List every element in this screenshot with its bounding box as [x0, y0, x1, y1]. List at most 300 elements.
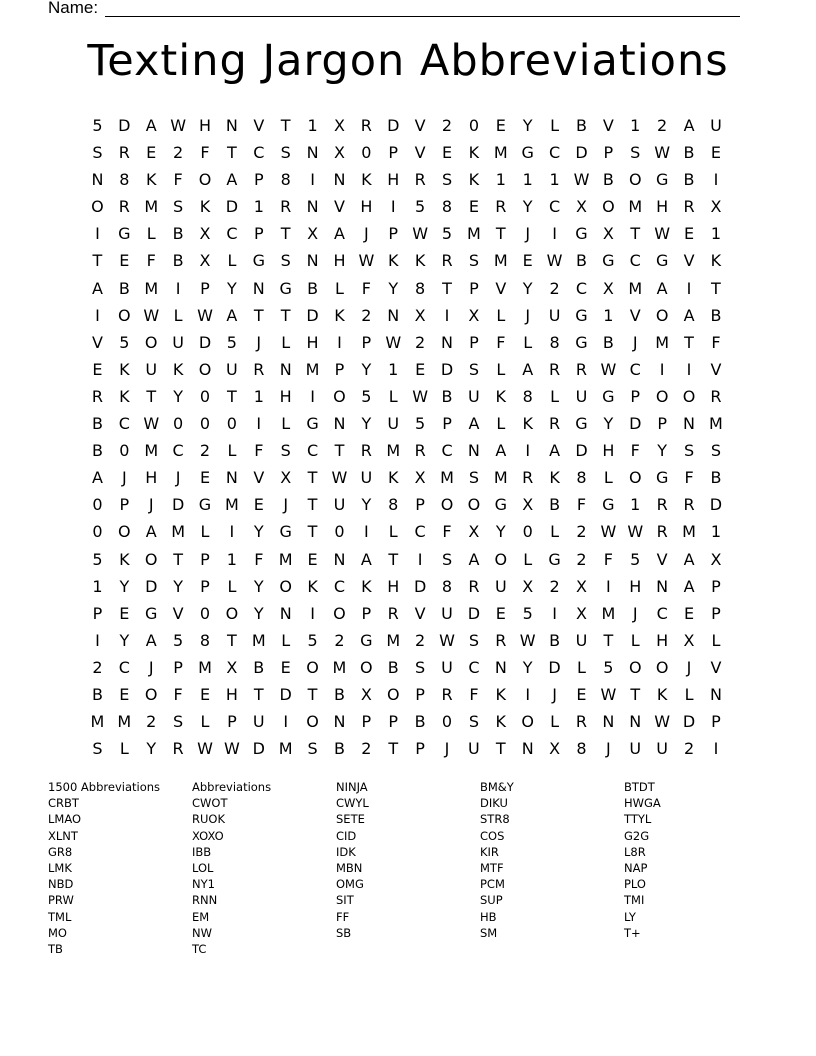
grid-letter: T: [307, 522, 318, 542]
grid-letter: R: [656, 495, 668, 515]
grid-row: [84, 546, 729, 573]
word-bank-item: NY1: [192, 877, 215, 892]
word-bank-item: NBD: [48, 877, 74, 892]
grid-letter: G: [198, 495, 212, 515]
grid-letter: A: [91, 468, 103, 488]
grid-letter: L: [227, 441, 237, 461]
grid-letter: E: [683, 224, 695, 244]
grid-letter: O: [279, 576, 292, 596]
grid-letter: E: [92, 359, 103, 379]
grid-letter: V: [495, 278, 507, 298]
grid-letter: D: [440, 359, 454, 379]
grid-letter: R: [710, 386, 722, 406]
grid-letter: B: [91, 414, 103, 434]
grid-letter: P: [711, 603, 721, 623]
grid-letter: F: [576, 495, 587, 515]
grid-letter: H: [306, 332, 319, 352]
grid-letter: T: [253, 305, 264, 325]
grid-letter: M: [90, 712, 105, 732]
word-bank-item: BTDT: [624, 780, 655, 794]
grid-letter: 5: [522, 603, 533, 623]
grid-letter: Y: [146, 739, 157, 759]
grid-letter: U: [548, 305, 561, 325]
grid-letter: B: [172, 251, 184, 271]
grid-letter: A: [145, 116, 157, 135]
grid-letter: N: [656, 576, 669, 596]
grid-row: [84, 518, 729, 545]
name-label: Name:: [48, 0, 99, 17]
grid-letter: 8: [576, 739, 587, 759]
word-bank-item: T+: [624, 925, 641, 940]
word-bank-item: PRW: [48, 893, 74, 908]
grid-letter: O: [144, 332, 158, 352]
grid-letter: O: [91, 197, 104, 217]
grid-letter: M: [278, 549, 293, 569]
grid-row: [84, 139, 729, 166]
grid-letter: 1: [522, 170, 533, 190]
grid-letter: 5: [173, 630, 184, 650]
grid-letter: K: [549, 468, 560, 488]
grid-letter: G: [602, 495, 615, 515]
word-bank-item: TB: [48, 942, 63, 957]
grid-letter: M: [628, 197, 643, 217]
grid-letter: R: [549, 414, 561, 434]
grid-letter: S: [441, 549, 453, 569]
grid-letter: M: [251, 630, 266, 650]
grid-letter: D: [387, 116, 400, 135]
grid-letter: T: [307, 495, 318, 515]
grid-letter: K: [387, 251, 399, 271]
grid-letter: L: [496, 414, 506, 434]
grid-letter: B: [441, 386, 453, 406]
grid-letter: U: [494, 576, 507, 596]
grid-letter: X: [575, 197, 587, 217]
grid-letter: B: [602, 332, 614, 352]
grid-letter: T: [684, 332, 694, 352]
grid-letter: P: [227, 712, 237, 732]
grid-letter: B: [575, 116, 587, 135]
grid-letter: O: [628, 468, 642, 488]
grid-letter: M: [682, 522, 696, 542]
grid-letter: X: [333, 143, 345, 163]
grid-letter: N: [629, 712, 642, 732]
grid-letter: W: [439, 630, 455, 650]
grid-letter: W: [412, 386, 429, 406]
grid-letter: 2: [576, 549, 587, 569]
grid-letter: D: [467, 603, 481, 623]
word-bank-item: PLO: [624, 877, 646, 892]
grid-row: [84, 193, 729, 220]
grid-letter: K: [119, 549, 130, 569]
grid-letter: G: [655, 170, 669, 190]
grid-letter: S: [307, 739, 318, 759]
word-bank-column: [192, 779, 336, 957]
grid-letter: T: [442, 278, 452, 298]
grid-letter: H: [656, 630, 669, 650]
grid-letter: I: [659, 359, 665, 379]
grid-letter: L: [200, 712, 210, 732]
grid-letter: D: [575, 143, 588, 163]
grid-letter: W: [358, 251, 375, 271]
grid-letter: U: [468, 739, 480, 759]
grid-letter: L: [281, 414, 291, 434]
grid-letter: G: [279, 278, 292, 298]
grid-letter: I: [686, 278, 692, 298]
grid-letter: N: [306, 197, 319, 217]
grid-letter: I: [390, 197, 396, 217]
grid-letter: A: [683, 116, 695, 135]
grid-letter: M: [709, 414, 723, 434]
grid-letter: 8: [522, 386, 533, 406]
grid-letter: F: [496, 332, 506, 352]
grid-letter: D: [306, 305, 319, 325]
grid-letter: N: [387, 305, 400, 325]
grid-letter: W: [197, 305, 213, 325]
grid-letter: B: [253, 657, 265, 677]
grid-letter: T: [388, 549, 399, 569]
word-bank-item: HWGA: [624, 796, 661, 811]
grid-letter: E: [495, 603, 506, 623]
grid-letter: I: [417, 549, 423, 569]
grid-letter: V: [333, 197, 345, 217]
grid-letter: S: [468, 630, 479, 650]
grid-letter: L: [173, 305, 183, 325]
grid-letter: I: [552, 603, 557, 623]
grid-letter: G: [575, 224, 588, 244]
grid-letter: R: [387, 603, 399, 623]
grid-row: [84, 302, 729, 329]
grid-letter: G: [306, 414, 319, 434]
grid-letter: 8: [441, 576, 453, 596]
grid-letter: V: [414, 116, 426, 135]
grid-letter: U: [441, 603, 453, 623]
grid-letter: E: [710, 143, 721, 163]
grid-letter: T: [227, 630, 237, 650]
grid-letter: S: [415, 657, 426, 677]
grid-letter: S: [710, 441, 721, 461]
grid-letter: K: [710, 251, 722, 271]
grid-letter: A: [360, 549, 372, 569]
grid-letter: P: [415, 684, 425, 704]
grid-letter: O: [306, 657, 319, 677]
grid-letter: O: [602, 197, 615, 217]
grid-letter: R: [253, 359, 265, 379]
grid-letter: A: [333, 224, 345, 244]
grid-letter: R: [522, 468, 534, 488]
grid-letter: N: [602, 712, 615, 732]
grid-letter: N: [225, 468, 238, 488]
grid-letter: N: [279, 359, 292, 379]
grid-letter: M: [198, 657, 212, 677]
grid-letter: M: [305, 359, 320, 379]
grid-letter: O: [198, 359, 212, 379]
grid-letter: T: [630, 224, 641, 244]
grid-letter: T: [495, 224, 506, 244]
grid-letter: A: [91, 278, 103, 298]
grid-letter: W: [546, 251, 563, 271]
grid-letter: 0: [226, 414, 237, 434]
grid-letter: 5: [361, 386, 372, 406]
word-bank-item: NW: [192, 925, 212, 940]
grid-letter: D: [171, 495, 185, 515]
word-bank-column: [480, 779, 624, 957]
grid-row: [84, 410, 729, 437]
grid-letter: P: [334, 359, 345, 379]
grid-letter: 1: [253, 197, 264, 217]
word-bank-item: EM: [192, 909, 210, 924]
grid-letter: M: [467, 224, 481, 244]
grid-letter: E: [119, 603, 130, 623]
grid-letter: X: [549, 739, 561, 759]
grid-letter: X: [522, 495, 534, 515]
grid-letter: O: [144, 549, 158, 569]
grid-letter: B: [307, 278, 319, 298]
grid-letter: J: [632, 603, 638, 623]
grid-letter: 5: [441, 224, 453, 244]
grid-letter: 0: [119, 441, 130, 461]
word-bank-item: Abbreviations: [192, 780, 272, 794]
grid-letter: 5: [630, 549, 641, 569]
grid-letter: 5: [415, 414, 426, 434]
grid-letter: X: [199, 251, 211, 271]
grid-letter: C: [575, 278, 588, 298]
grid-letter: 1: [92, 576, 103, 596]
grid-letter: O: [440, 495, 454, 515]
grid-letter: R: [118, 197, 130, 217]
word-bank-item: CWOT: [192, 796, 228, 811]
grid-letter: P: [361, 332, 372, 352]
grid-letter: C: [414, 522, 426, 542]
grid-letter: J: [686, 657, 692, 677]
grid-letter: N: [333, 549, 346, 569]
grid-letter: Y: [603, 414, 614, 434]
grid-letter: 1: [253, 386, 264, 406]
grid-letter: P: [415, 495, 425, 515]
grid-letter: I: [310, 603, 315, 623]
grid-letter: N: [306, 251, 319, 271]
grid-letter: V: [414, 603, 426, 623]
grid-letter: X: [199, 224, 211, 244]
grid-letter: W: [412, 224, 429, 244]
grid-letter: B: [710, 468, 722, 488]
grid-letter: B: [683, 170, 695, 190]
grid-letter: 2: [361, 305, 372, 325]
grid-letter: S: [280, 441, 291, 461]
word-bank-item: GR8: [48, 844, 73, 859]
grid-letter: E: [522, 251, 533, 271]
grid-letter: 1: [710, 522, 722, 542]
grid-letter: B: [549, 495, 561, 515]
word-bank-item: MO: [48, 925, 67, 940]
grid-letter: O: [386, 684, 400, 704]
word-bank-item: KIR: [480, 844, 499, 859]
word-bank-item: SIT: [336, 893, 354, 908]
grid-letter: V: [414, 143, 426, 163]
grid-letter: A: [145, 630, 157, 650]
grid-letter: 2: [415, 332, 426, 352]
grid-letter: V: [710, 359, 722, 379]
grid-letter: D: [118, 116, 131, 135]
grid-row: [84, 437, 729, 464]
grid-letter: G: [494, 495, 507, 515]
grid-letter: N: [333, 712, 346, 732]
grid-letter: K: [495, 684, 507, 704]
word-bank-item: LY: [624, 909, 636, 924]
grid-letter: J: [283, 495, 289, 515]
grid-letter: H: [602, 441, 615, 461]
grid-letter: D: [198, 332, 212, 352]
grid-letter: L: [335, 278, 344, 298]
grid-letter: 5: [415, 197, 426, 217]
grid-letter: T: [227, 143, 237, 163]
grid-letter: W: [223, 739, 240, 759]
grid-letter: W: [573, 170, 590, 190]
grid-letter: R: [441, 251, 453, 271]
grid-letter: C: [306, 441, 319, 461]
grid-letter: N: [441, 332, 453, 352]
grid-letter: G: [602, 251, 615, 271]
grid-letter: D: [575, 441, 588, 461]
grid-letter: L: [684, 684, 694, 704]
word-bank-item: FF: [336, 909, 350, 924]
grid-letter: M: [601, 603, 616, 623]
grid-letter: 2: [146, 712, 157, 732]
grid-letter: J: [363, 224, 369, 244]
grid-letter: 0: [468, 116, 479, 135]
grid-letter: X: [307, 224, 319, 244]
grid-letter: M: [386, 441, 401, 461]
grid-letter: X: [360, 684, 372, 704]
grid-letter: O: [225, 603, 239, 623]
grid-row: [84, 464, 729, 491]
grid-letter: U: [441, 657, 453, 677]
grid-letter: L: [281, 630, 291, 650]
word-bank-item: CID: [336, 828, 357, 843]
grid-letter: L: [227, 576, 237, 596]
word-bank-item: SM: [480, 925, 498, 940]
grid-letter: 0: [199, 414, 211, 434]
grid-letter: R: [495, 630, 507, 650]
word-bank-column: [624, 779, 768, 957]
grid-letter: P: [603, 143, 614, 163]
letter-grid: [84, 112, 729, 762]
grid-letter: P: [200, 576, 210, 596]
grid-letter: U: [468, 386, 480, 406]
grid-letter: R: [172, 739, 184, 759]
grid-letter: U: [226, 359, 238, 379]
grid-letter: U: [360, 468, 373, 488]
grid-letter: P: [711, 576, 721, 596]
grid-letter: O: [521, 712, 534, 732]
grid-letter: G: [575, 414, 588, 434]
grid-letter: N: [521, 739, 534, 759]
grid-letter: B: [333, 684, 345, 704]
grid-letter: E: [146, 143, 157, 163]
grid-letter: X: [710, 197, 722, 217]
grid-letter: 1: [226, 549, 237, 569]
grid-letter: I: [444, 305, 450, 325]
grid-letter: A: [145, 522, 157, 542]
grid-letter: F: [146, 251, 156, 271]
grid-letter: 1: [549, 170, 560, 190]
grid-letter: J: [121, 468, 127, 488]
grid-letter: 5: [226, 332, 237, 352]
grid-letter: 8: [280, 170, 291, 190]
grid-letter: D: [548, 657, 561, 677]
grid-row: [84, 112, 729, 139]
grid-letter: N: [279, 603, 292, 623]
grid-letter: V: [602, 116, 614, 135]
grid-letter: B: [575, 251, 587, 271]
grid-letter: 5: [119, 332, 130, 352]
grid-letter: Y: [522, 657, 533, 677]
grid-letter: S: [441, 170, 453, 190]
grid-letter: X: [575, 603, 587, 623]
grid-letter: 1: [307, 116, 318, 135]
grid-letter: O: [682, 386, 696, 406]
grid-letter: U: [333, 495, 346, 515]
grid-letter: M: [493, 143, 508, 163]
grid-letter: Y: [361, 495, 372, 515]
grid-letter: Y: [495, 522, 506, 542]
grid-letter: 2: [173, 143, 184, 163]
grid-letter: P: [200, 549, 210, 569]
grid-letter: S: [92, 143, 103, 163]
grid-letter: F: [254, 549, 264, 569]
grid-letter: S: [468, 251, 479, 271]
grid-letter: H: [387, 170, 400, 190]
grid-letter: H: [225, 684, 238, 704]
grid-letter: I: [95, 630, 100, 650]
grid-letter: Y: [522, 197, 533, 217]
grid-letter: L: [630, 630, 640, 650]
grid-letter: G: [521, 143, 534, 163]
grid-letter: M: [386, 630, 401, 650]
grid-letter: M: [144, 197, 159, 217]
grid-letter: G: [655, 468, 669, 488]
grid-letter: F: [200, 143, 210, 163]
grid-letter: N: [252, 278, 265, 298]
grid-letter: L: [711, 630, 721, 650]
grid-letter: K: [361, 170, 372, 190]
grid-row: [84, 600, 729, 627]
grid-letter: E: [415, 359, 426, 379]
grid-letter: 0: [441, 712, 453, 732]
grid-letter: M: [440, 468, 454, 488]
grid-letter: V: [629, 305, 641, 325]
grid-letter: 0: [173, 414, 184, 434]
grid-letter: P: [119, 495, 130, 515]
grid-letter: 2: [415, 630, 426, 650]
grid-letter: J: [148, 657, 154, 677]
grid-letter: M: [171, 522, 186, 542]
grid-letter: L: [281, 332, 291, 352]
grid-letter: O: [333, 603, 346, 623]
grid-letter: G: [279, 522, 292, 542]
grid-letter: P: [388, 712, 399, 732]
grid-letter: 8: [199, 630, 211, 650]
grid-letter: L: [388, 522, 398, 542]
grid-letter: B: [414, 712, 426, 732]
grid-letter: H: [198, 116, 212, 135]
grid-letter: L: [550, 116, 560, 135]
grid-letter: 5: [92, 549, 103, 569]
grid-letter: L: [200, 522, 210, 542]
grid-letter: C: [253, 143, 265, 163]
grid-letter: P: [630, 386, 641, 406]
grid-letter: I: [606, 576, 611, 596]
grid-letter: 8: [576, 468, 587, 488]
